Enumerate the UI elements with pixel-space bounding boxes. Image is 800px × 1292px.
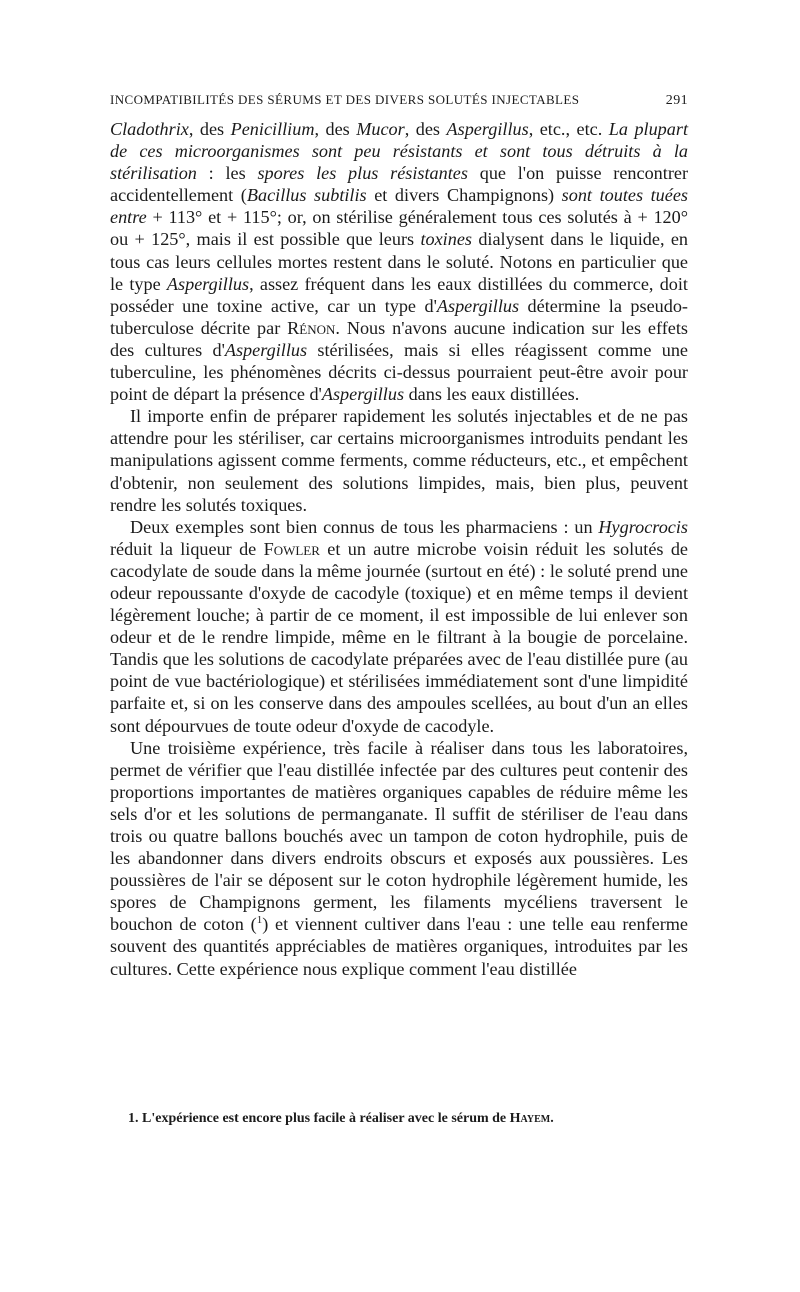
italic-term: Aspergillus [224,339,308,360]
text-run: ) et viennent cultiver dans l'eau : une telle eau renferme souvent des quantités appréciables de matières organiques, introduites par les cultures. Cette expérience nous explique comment l'eau distillée [110,914,688,979]
text-run: + 113° et + 115°; or, on stérilise généralement tous ces solutés à + 120° ou + 125°, mais il est possible que leurs [110,207,688,250]
text-run: , des [314,119,357,139]
italic-phrase: spores les plus résistantes [257,163,468,184]
italic-phrase: La plupart de ces microorganismes sont peu résistants et sont tous détruits à la stérilisation [110,119,689,184]
text-run: dialysent dans le liquide, en tous cas leurs cellules mortes restent dans le soluté. Notons en particulier que le type [110,229,689,294]
footnote-text: 1. L'expérience est encore plus facile à réaliser avec le sérum de [128,1111,510,1126]
italic-term: Hygrocrocis [598,516,688,537]
italic-term: Aspergillus [166,273,250,294]
italic-term: Penicillium [230,119,315,139]
text-run: détermine la pseudo-tuberculose décrite par [110,295,688,338]
text-run: et divers Champignons) [366,185,562,206]
running-header [110,92,688,109]
text-run: Deux exemples sont bien connus de tous les pharmaciens : un [130,516,599,537]
paragraph-cacodylate [110,516,688,737]
author-name: Rénon [287,317,336,338]
text-run: réduit la liqueur de [110,538,264,559]
footnote-text: . [550,1111,554,1126]
italic-term: toxines [420,229,472,250]
running-title: INCOMPATIBILITÉS DES SÉRUMS ET DES DIVERS SOLUTÉS INJECTABLES [110,92,580,107]
text-run: , etc., etc. [528,119,609,139]
text-run: : les [196,163,258,184]
paragraph-aspergillus [110,118,688,405]
text-run: . Nous n'avons aucune indication sur les effets des cultures d' [110,317,688,360]
italic-term: Cladothrix [110,119,189,139]
italic-term: Mucor [356,119,405,139]
text-run: , des [188,119,231,139]
italic-term: Aspergillus [446,119,529,139]
author-name: Fowler [263,538,320,559]
text-run: Une troisième expérience, très facile à réaliser dans tous les laboratoires, permet de vérifier que l'eau distillée infectée par des cultures peut contenir des proportions importantes de matières organiques capables de réduire même les sels d'or et les solutions de permanganate. Il suffit de stériliser de l'eau dans trois ou quatre ballons bouchés avec un tampon de coton hydrophile, puis de les abandonner dans divers endroits obscurs et exposés aux poussières. Les poussières de l'air se déposent sur le coton hydrophile légèrement humide, les spores de Champignons germent, les filaments mycéliens traversent le bouchon de coton ( [110,737,688,935]
author-name: Hayem [509,1111,551,1126]
text-run: stérilisées, mais si elles réagissent comme une tuberculine, les phénomènes décrits ci-dessus pourraient peut-être avoir pour point de départ la présence d' [110,339,688,405]
text-run: et un autre microbe voisin réduit les solutés de cacodylate de soude dans la même journée (surtout en été) : le soluté prend une odeur repoussante d'oxyde de cacodyle (toxique) et en même temps il devient légèrement louche; à partir de ce moment, il est impossible de lui enlever son odeur et de le rendre limpide, même en le filtrant à la bougie de porcelaine. Tandis que les solutions de cacodylate préparées avec de l'eau distillée pure (au point de vue bactériologique) et stérilisées immédiatement sont d'une limpidité parfaite et, si on les conserve dans des ampoules scellées, au bout d'un an elles sont dépourvues de toute odeur d'oxyde de cacodyle. [110,538,689,736]
text-run: Il importe enfin de préparer rapidement les solutés injectables et de ne pas attendre pour les stériliser, car certains microorganismes introduits pendant les manipulations agissent comme ferments, comme réducteurs, etc., et empêchent d'obtenir, non seulement des solutions limpides, mais, bien plus, peuvent rendre les solutés toxiques. [110,406,688,515]
text-run: , des [404,119,447,139]
paragraph-sterilisation [110,405,688,515]
italic-term: Aspergillus [436,295,520,316]
text-run: que l'on puisse rencontrer accidentellement ( [110,163,689,206]
italic-term: Bacillus subtilis [246,185,367,206]
footnote-reference[interactable]: 1 [256,914,263,927]
text-run: dans les eaux distillées. [404,384,580,405]
italic-term: Aspergillus [321,384,405,405]
page-number: 291 [665,93,688,108]
body-text [110,118,688,980]
italic-phrase: sont toutes tuées entre [110,185,688,228]
text-run: , assez fréquent dans les eaux distillées du commerce, doit posséder une toxine active, car un type d' [110,273,688,316]
paragraph-experiment [110,737,688,980]
footnote [128,1110,688,1128]
